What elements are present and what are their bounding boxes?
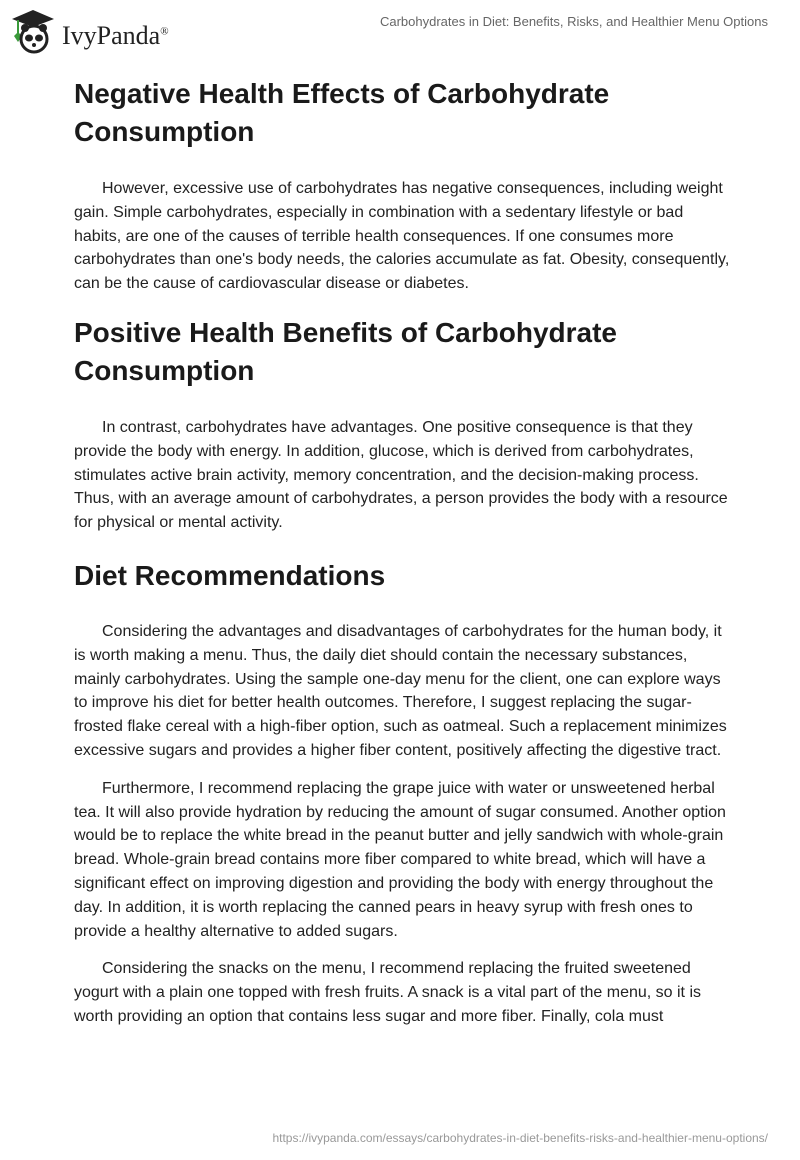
- logo-text: IvyPanda®: [62, 21, 169, 50]
- document-title: Carbohydrates in Diet: Benefits, Risks, and Healthier Menu Options: [379, 14, 768, 29]
- section-positive-benefits: [74, 314, 730, 535]
- section-heading: Positive Health Benefits of Carbohydrate Consumption: [74, 317, 618, 386]
- section-negative-effects: [74, 75, 730, 296]
- paragraph: However, excessive use of carbohydrates has negative consequences, including weight gain. Simple carbohydrates, especially in combination with a sedentary lifestyle or bad habits, are one of the causes of terrible health consequences. If one consumes more carbohydrates than one's body needs, the calories accumulate as fat. Obesity, consequently, can be the cause of cardiovascular disease or diabetes.: [74, 180, 730, 293]
- panda-graduate-icon: [10, 8, 56, 54]
- section-diet-recommendations: [74, 557, 730, 1029]
- paragraph: Furthermore, I recommend replacing the grape juice with water or unsweetened herbal tea. It will also provide hydration by reducing the amount of sugar consumed. Another option would be to replace the white bread in the peanut butter and jelly sandwich with whole-grain bread. Whole-grain bread contains more fiber compared to white bread, which will have a significant effect on improving digestion and providing the body with energy throughout the day. In addition, it is worth replacing the canned pears in heavy syrup with fresh ones to provide a healthy alternative to added sugars.: [74, 779, 726, 940]
- paragraph: Considering the advantages and disadvantages of carbohydrates for the human body, it is worth making a menu. Thus, the daily diet should contain the necessary substances, mainly carbohydrates. Using the sample one-day menu for the client, one can explore ways to improve his diet for better health outcomes. Therefore, I suggest replacing the sugar-frosted flake cereal with a high-fiber option, such as oatmeal. Such a replacement minimizes excessive sugars and provides a higher fiber content, positively affecting the digestive tract.: [74, 623, 727, 759]
- section-heading: Negative Health Effects of Carbohydrate Consumption: [74, 78, 610, 147]
- section-heading: Diet Recommendations: [74, 560, 386, 591]
- footer-url[interactable]: https://ivypanda.com/essays/carbohydrates-in-diet-benefits-risks-and-healthier-menu-options/: [272, 1131, 768, 1145]
- paragraph: Considering the snacks on the menu, I recommend replacing the fruited sweetened yogurt with a plain one topped with fresh fruits. A snack is a vital part of the menu, so it is worth providing an option that contains less sugar and more fiber. Finally, cola must: [74, 960, 701, 1025]
- paragraph: In contrast, carbohydrates have advantages. One positive consequence is that they provide the body with energy. In addition, glucose, which is derived from carbohydrates, stimulates active brain activity, memory concentration, and the decision-making process. Thus, with an average amount of carbohydrates, a person provides the body with a resource for physical or mental activity.: [74, 419, 728, 532]
- ivypanda-logo[interactable]: [10, 8, 169, 54]
